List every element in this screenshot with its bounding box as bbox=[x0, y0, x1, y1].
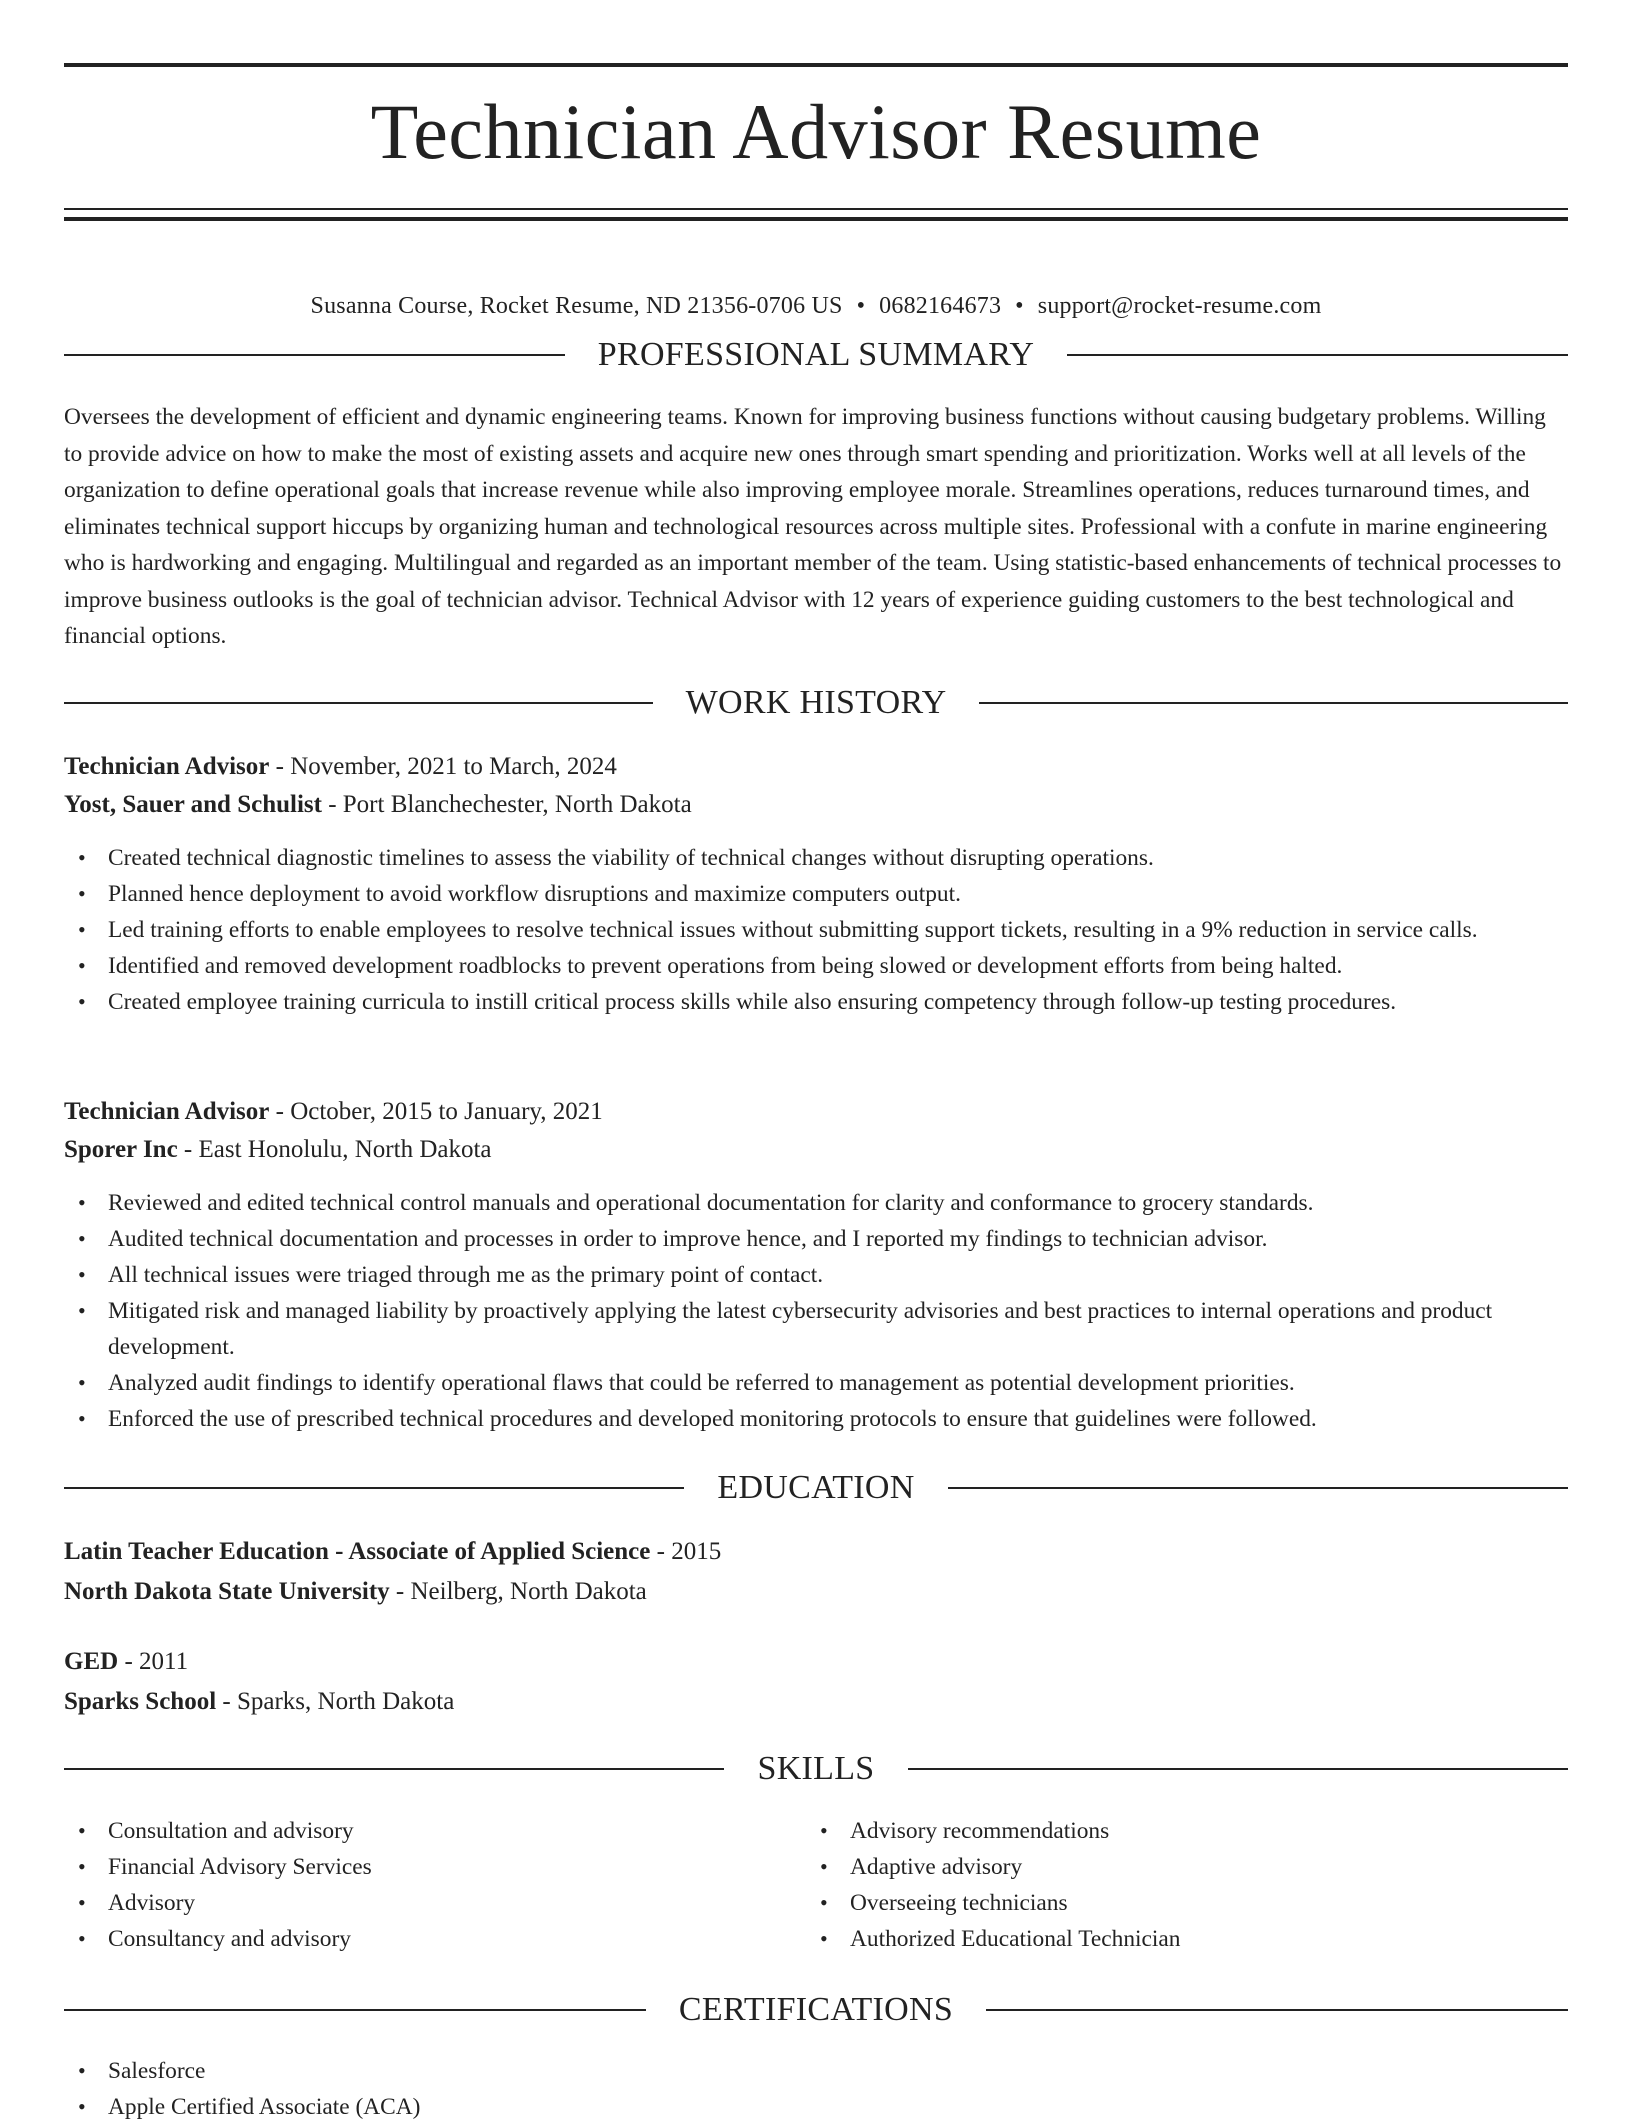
list-item: • Authorized Educational Technician bbox=[806, 1921, 1548, 1957]
header-bottom-rule bbox=[64, 208, 1568, 221]
contact-phone: 0682164673 bbox=[879, 293, 1002, 319]
job-bullets bbox=[64, 1185, 1568, 1437]
list-item: • Enforced the use of prescribed technical procedures and developed monitoring protocols to ensure that guidelines were followed. bbox=[64, 1401, 1568, 1437]
education-year: 2011 bbox=[139, 1648, 189, 1675]
list-item: • Reviewed and edited technical control manuals and operational documentation for clarity and conformance to grocery standards. bbox=[64, 1185, 1568, 1221]
list-item: • Identified and removed development roadblocks to prevent operations from being slowed or development efforts from being halted. bbox=[64, 948, 1568, 984]
contact-email: support@rocket-resume.com bbox=[1037, 293, 1322, 319]
certifications-list bbox=[64, 2053, 1568, 2125]
list-item: • Mitigated risk and managed liability by proactively applying the latest cybersecurity advisories and best practices to internal operations and product development. bbox=[64, 1293, 1568, 1365]
job-title: Technician Advisor bbox=[64, 753, 270, 780]
section-heading-label: PROFESSIONAL SUMMARY bbox=[597, 336, 1035, 373]
list-item: • Apple Certified Associate (ACA) bbox=[64, 2089, 1568, 2125]
section-heading-education bbox=[64, 1468, 1568, 1508]
education-location: Neilberg, North Dakota bbox=[410, 1578, 647, 1605]
job-company-line: Yost, Sauer and Schulist - Port Blanchechester, North Dakota bbox=[64, 791, 692, 818]
contact-line bbox=[64, 290, 1568, 322]
job-company: Sporer Inc bbox=[64, 1136, 178, 1163]
list-item: • Led training efforts to enable employees to resolve technical issues without submitting support tickets, resulting in a 9% reduction in service calls. bbox=[64, 912, 1568, 948]
education-location: Sparks, North Dakota bbox=[236, 1688, 455, 1715]
list-item: • Consultancy and advisory bbox=[64, 1921, 806, 1957]
list-item: • Advisory recommendations bbox=[806, 1813, 1548, 1849]
list-item: • Audited technical documentation and processes in order to improve hence, and I reported my findings to technician advisor. bbox=[64, 1221, 1568, 1257]
job-location: East Honolulu, North Dakota bbox=[198, 1136, 492, 1163]
job-company: Yost, Sauer and Schulist bbox=[64, 791, 322, 818]
document-title: Technician Advisor Resume bbox=[370, 88, 1262, 175]
list-item: • Financial Advisory Services bbox=[64, 1849, 806, 1885]
list-item: • Analyzed audit findings to identify operational flaws that could be referred to management as potential development priorities. bbox=[64, 1365, 1568, 1401]
job-dates: October, 2015 to January, 2021 bbox=[290, 1098, 603, 1125]
education-year: 2015 bbox=[671, 1538, 722, 1565]
section-heading-label: SKILLS bbox=[757, 1750, 875, 1787]
section-heading-certifications bbox=[64, 1990, 1568, 2030]
list-item: • Overseeing technicians bbox=[806, 1885, 1548, 1921]
education-degree: Latin Teacher Education - Associate of Applied Science bbox=[64, 1538, 651, 1565]
education-degree: GED bbox=[64, 1648, 119, 1675]
contact-separator: • bbox=[1015, 293, 1024, 319]
contact-address: Susanna Course, Rocket Resume, ND 21356-0706 US bbox=[310, 293, 843, 319]
section-heading-work-history bbox=[64, 683, 1568, 723]
job-title: Technician Advisor bbox=[64, 1098, 270, 1125]
education-entry bbox=[64, 1532, 1568, 1612]
contact-separator: • bbox=[856, 293, 866, 319]
header-top-rule bbox=[64, 63, 1568, 67]
education-degree-line: Latin Teacher Education - Associate of Applied Science - 2015 bbox=[64, 1538, 722, 1565]
job-title-line: Technician Advisor - November, 2021 to March, 2024 bbox=[64, 753, 617, 780]
list-item: • Created employee training curricula to instill critical process skills while also ensuring competency through follow-up testing procedures. bbox=[64, 984, 1568, 1020]
section-heading-summary bbox=[64, 335, 1568, 375]
list-item: • Consultation and advisory bbox=[64, 1813, 806, 1849]
job-location: Port Blanchechester, North Dakota bbox=[342, 791, 692, 818]
education-school: North Dakota State University bbox=[64, 1578, 390, 1605]
list-item: • Advisory bbox=[64, 1885, 806, 1921]
list-item: • All technical issues were triaged through me as the primary point of contact. bbox=[64, 1257, 1568, 1293]
summary-text: Oversees the development of efficient and dynamic engineering teams. Known for improving business functions without causing budgetary problems. Willing to provide advice on how to make the most of existing assets and acquire new ones through smart spending and prioritization. Works well at all levels of the organization to define operational goals that increase revenue while also improving employee morale. Streamlines operations, reduces turnaround times, and eliminates technical support hiccups by organizing human and technological resources across multiple sites. Professional with a confute in marine engineering who is hardworking and engaging. Multilingual and regarded as an important member of the team. Using statistic-based enhancements of technical processes to improve business outlooks is the goal of technician advisor. Technical Advisor with 12 years of experience guiding customers to the best technological and financial options. bbox=[64, 404, 1562, 649]
job-company-line: Sporer Inc - East Honolulu, North Dakota bbox=[64, 1136, 492, 1163]
section-heading-label: EDUCATION bbox=[717, 1469, 915, 1506]
education-school: Sparks School bbox=[64, 1688, 217, 1715]
job-bullets bbox=[64, 840, 1568, 1020]
section-heading-label: WORK HISTORY bbox=[685, 684, 947, 721]
list-item: • Created technical diagnostic timelines to assess the viability of technical changes without disrupting operations. bbox=[64, 840, 1568, 876]
list-item: • Salesforce bbox=[64, 2053, 1568, 2089]
section-heading-skills bbox=[64, 1749, 1568, 1789]
job-dates: November, 2021 to March, 2024 bbox=[290, 753, 617, 780]
skills-column-left bbox=[64, 1813, 806, 1957]
education-school-line: Sparks School - Sparks, North Dakota bbox=[64, 1688, 455, 1715]
list-item: • Planned hence deployment to avoid workflow disruptions and maximize computers output. bbox=[64, 876, 1568, 912]
job-entry bbox=[64, 748, 1568, 1020]
education-entry bbox=[64, 1642, 1568, 1722]
education-degree-line: GED - 2011 bbox=[64, 1648, 189, 1675]
job-entry bbox=[64, 1093, 1568, 1437]
job-title-line: Technician Advisor - October, 2015 to January, 2021 bbox=[64, 1098, 603, 1125]
list-item: • Adaptive advisory bbox=[806, 1849, 1548, 1885]
section-heading-label: CERTIFICATIONS bbox=[678, 1991, 954, 2028]
skills-column-right bbox=[806, 1813, 1548, 1957]
skills-grid bbox=[64, 1813, 1568, 1957]
education-school-line: North Dakota State University - Neilberg, North Dakota bbox=[64, 1578, 647, 1605]
